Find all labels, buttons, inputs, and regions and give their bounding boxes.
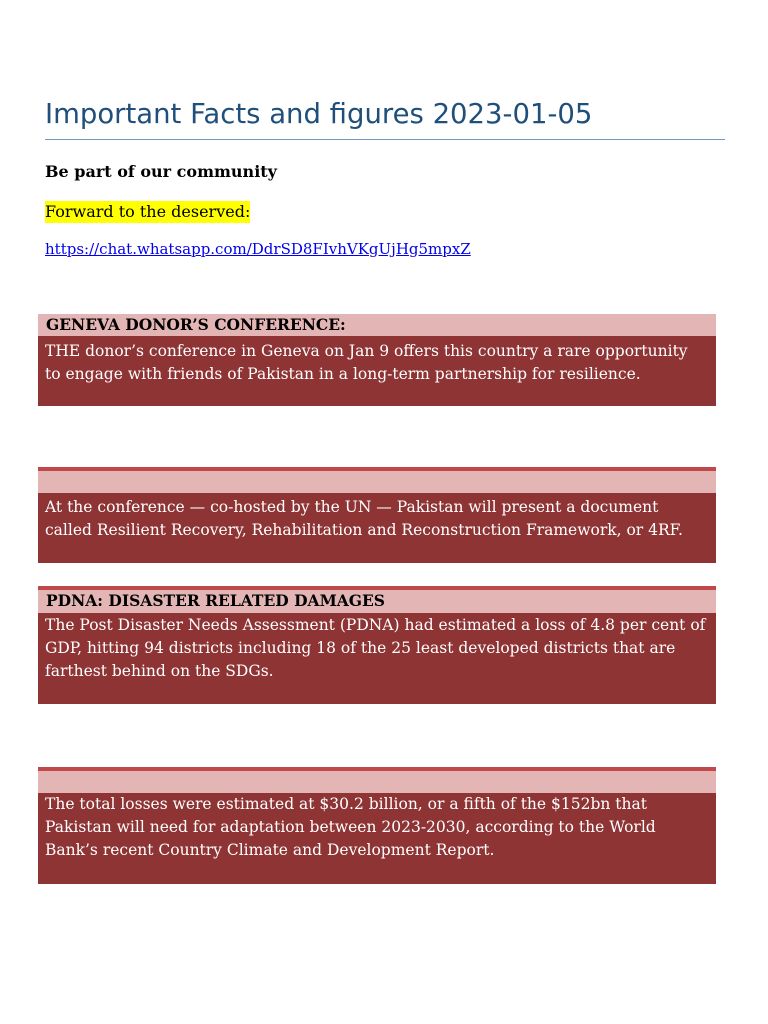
fact-box-heading	[38, 471, 716, 493]
fact-box-total-losses	[38, 767, 716, 884]
fact-box-heading	[38, 771, 716, 793]
whatsapp-link[interactable]: https://chat.whatsapp.com/DdrSD8FIvhVKgUjHg5mpxZ	[45, 240, 471, 258]
fact-box-heading: PDNA: DISASTER RELATED DAMAGES	[38, 590, 716, 613]
page-title: Important Facts and figures 2023-01-05	[45, 98, 593, 130]
fact-box-text: The Post Disaster Needs Assessment (PDNA) had estimated a loss of 4.8 per cent of GDP, hitting 94 districts including 18 of the 25 least developed districts that are farthest behind on the SDGs.	[45, 616, 706, 680]
forward-note: Forward to the deserved:	[45, 202, 251, 221]
fact-box-text: At the conference — co-hosted by the UN — Pakistan will present a document called Resilient Recovery, Rehabilitation and Reconstruction Framework, or 4RF.	[45, 498, 683, 539]
title-divider	[45, 139, 725, 140]
fact-box-text: The total losses were estimated at $30.2 billion, or a fifth of the $152bn that Pakistan will need for adaptation between 2023-2030, according to the World Bank’s recent Country Climate and Development Report.	[45, 795, 656, 859]
fact-box-4rf-framework	[38, 467, 716, 563]
fact-box-geneva-conference	[38, 314, 716, 406]
fact-box-heading: GENEVA DONOR’S CONFERENCE:	[38, 314, 716, 336]
fact-box-text: THE donor’s conference in Geneva on Jan 9 offers this country a rare opportunity to engage with friends of Pakistan in a long-term partnership for resilience.	[45, 342, 688, 383]
fact-box-pdna-damages	[38, 586, 716, 704]
community-heading: Be part of our community	[45, 162, 277, 181]
